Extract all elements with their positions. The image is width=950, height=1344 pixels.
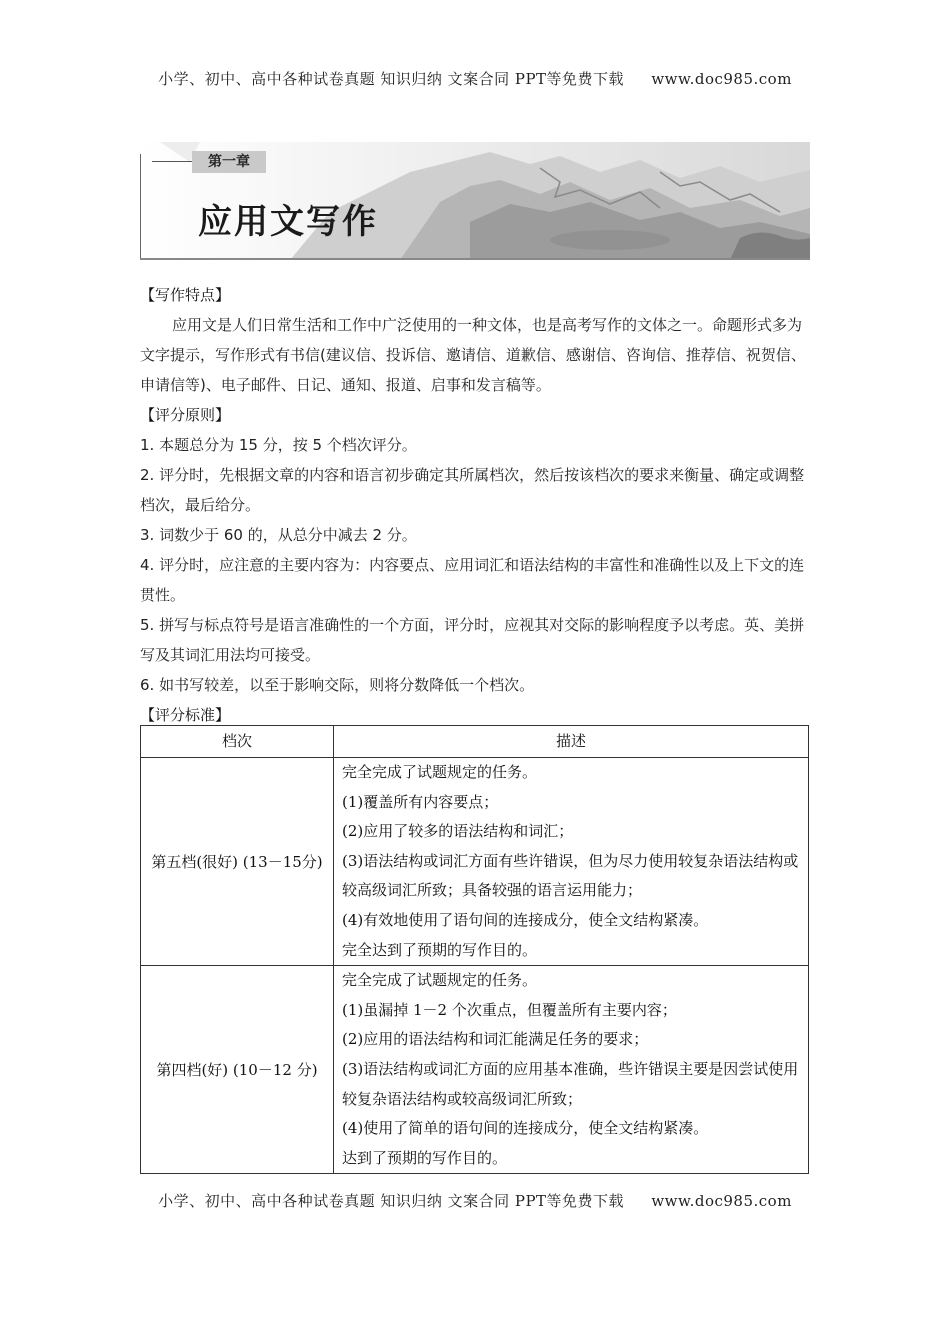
description-line: (2)应用了较多的语法结构和词汇； xyxy=(342,822,574,841)
principle-item: 6. 如书写较差，以至于影响交际，则将分数降低一个档次。 xyxy=(140,676,535,694)
chapter-title: 应用文写作 xyxy=(198,202,378,242)
features-heading: 【写作特点】 xyxy=(140,286,231,304)
principle-item: 2. 评分时，先根据文章的内容和语言初步确定其所属档次，然后按该档次的要求来衡量、确定或调整档次，最后给分。 xyxy=(140,466,805,514)
description-line: (2)应用的语法结构和词汇能满足任务的要求； xyxy=(342,1030,649,1049)
description-line: (1)虽漏掉 1－2 个次重点，但覆盖所有主要内容； xyxy=(342,1000,677,1019)
description-line: (4)有效地使用了语句间的连接成分，使全文结构紧凑。 xyxy=(342,910,709,929)
main-content xyxy=(140,280,816,730)
principle-item: 1. 本题总分为 15 分，按 5 个档次评分。 xyxy=(140,436,417,454)
table-row xyxy=(141,758,809,966)
description-line: (3)语法结构或词汇方面的应用基本准确，些许错误主要是因尝试使用较复杂语法结构或较高级词汇所致； xyxy=(342,1059,799,1108)
principle-item: 5. 拼写与标点符号是语言准确性的一个方面，评分时，应视其对交际的影响程度予以考虑。英、美拼写及其词汇用法均可接受。 xyxy=(140,616,805,664)
table-header-row xyxy=(141,726,809,758)
page-header xyxy=(0,68,950,89)
description-line: (4)使用了简单的语句间的连接成分，使全文结构紧凑。 xyxy=(342,1119,709,1138)
description-cell xyxy=(334,758,809,966)
header-url[interactable]: www.doc985.com xyxy=(651,70,792,88)
header-text: 小学、初中、高中各种试卷真题 知识归纳 文案合同 PPT等免费下载 xyxy=(158,70,625,88)
description-cell xyxy=(334,966,809,1174)
chapter-label: 第一章 xyxy=(192,151,266,173)
level-cell: 第四档(好) (10－12 分) xyxy=(141,966,334,1174)
principle-item: 4. 评分时，应注意的主要内容为：内容要点、应用词汇和语法结构的丰富性和准确性以及上下文的连贯性。 xyxy=(140,556,805,604)
banner-bottom-rule xyxy=(140,258,810,260)
column-header-description: 描述 xyxy=(334,726,809,758)
description-line: 达到了预期的写作目的。 xyxy=(342,1148,508,1167)
principle-item: 3. 词数少于 60 的，从总分中减去 2 分。 xyxy=(140,526,417,544)
level-cell: 第五档(很好) (13－15分) xyxy=(141,758,334,966)
description-line: (3)语法结构或词汇方面有些许错误，但为尽力使用较复杂语法结构或较高级词汇所致；具备较强的语言运用能力； xyxy=(342,851,799,900)
table-row xyxy=(141,966,809,1174)
page-footer xyxy=(0,1190,950,1211)
principles-heading: 【评分原则】 xyxy=(140,406,231,424)
description-line: 完全完成了试题规定的任务。 xyxy=(342,763,538,781)
footer-text: 小学、初中、高中各种试卷真题 知识归纳 文案合同 PPT等免费下载 xyxy=(158,1192,625,1210)
banner-left-rule xyxy=(140,154,141,260)
features-paragraph: 应用文是人们日常生活和工作中广泛使用的一种文体，也是高考写作的文体之一。命题形式多为文字提示，写作形式有书信(建议信、投诉信、邀请信、道歉信、感谢信、咨询信、推荐信、祝贺信、申请信等)、电子邮件、日记、通知、报道、启事和发言稿等。 xyxy=(140,316,806,394)
description-line: (1)覆盖所有内容要点； xyxy=(342,792,499,811)
footer-url[interactable]: www.doc985.com xyxy=(651,1192,792,1210)
chapter-tab-line xyxy=(152,161,192,162)
standards-heading: 【评分标准】 xyxy=(140,706,231,724)
description-line: 完全达到了预期的写作目的。 xyxy=(342,940,538,959)
column-header-level: 档次 xyxy=(141,726,334,758)
grading-table xyxy=(140,725,809,1174)
chapter-banner xyxy=(140,142,810,260)
description-line: 完全完成了试题规定的任务。 xyxy=(342,971,538,990)
